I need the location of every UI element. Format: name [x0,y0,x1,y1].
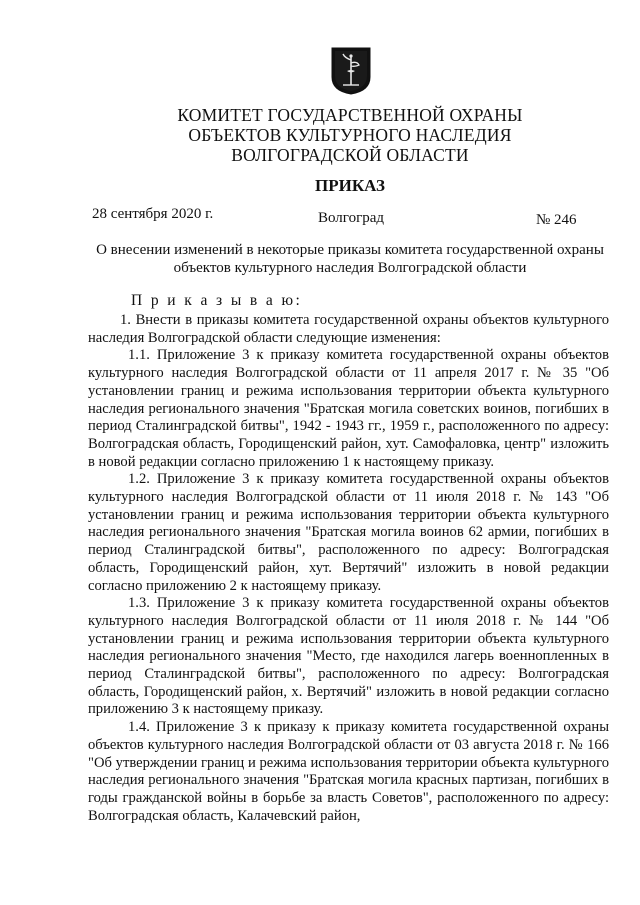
paragraph-1-4: 1.4. Приложение 3 к приказу к приказу комитета государственной охраны объектов культурного наследия Волгоградской области от 03 августа 2018 г. № 166 "Об утверждении границ и режима использования территории объекта культурного наследия регионального значения "Братская могила красных партизан, погибших в годы гражданской войны в борьбе за власть Советов", расположенного по адресу: Волгоградская область, Калачевский район, [88,719,609,824]
volgograd-coat-of-arms-icon [331,47,371,95]
paragraph-1-1: 1.1. Приложение 3 к приказу комитета государственной охраны объектов культурного наследия Волгоградской области от 11 апреля 2017 г. № 35 "Об установлении границ и режима использования территории объекта культурного наследия регионального значения "Братская могила советских воинов, погибших в период Сталинградской битвы", 1942 - 1943 гг., 1959 г., расположенного по адресу: Волгоградская область, Городищенский район, хут. Самофаловка, центр" изложить в новой редакции согласно приложению 1 к настоящему приказу. [88,347,609,470]
document-subject: О внесении изменений в некоторые приказы комитета государственной охраны объектов культурного наследия Волгоградской области [96,242,604,276]
paragraph-1-3: 1.3. Приложение 3 к приказу комитета государственной охраны объектов культурного наследия Волгоградской области от 11 июля 2018 г. № 144 "Об установлении границ и режима использования территории объекта культурного наследия регионального значения "Место, где находился лагерь военнопленных в период Сталинградской битвы", расположенного по адресу: Волгоградская область, Городищенский район, х. Вертячий" изложить в новой редакции согласно приложению 3 к настоящему приказу. [88,595,609,718]
document-city: Волгоград [318,210,385,226]
paragraph-1: 1. Внести в приказы комитета государственной охраны объектов культурного наследия Волгоградской области следующие изменения: [88,312,609,346]
org-name-line-2: ОБЪЕКТОВ КУЛЬТУРНОГО НАСЛЕДИЯ [188,125,512,145]
paragraph-1-2: 1.2. Приложение 3 к приказу комитета государственной охраны объектов культурного наследия Волгоградской области от 11 июля 2018 г. № 143 "Об установлении границ и режима использования территории объекта культурного наследия регионального значения "Братская могила воинов 62 армии, погибших в период Сталинградской битвы", расположенного по адресу: Волгоградская область, Городищенский район, хут. Вертячий" изложить в новой редакции согласно приложению 2 к настоящему приказу. [88,471,609,594]
org-name-line-3: ВОЛГОГРАДСКОЙ ОБЛАСТИ [231,145,469,165]
org-name-line-1: КОМИТЕТ ГОСУДАРСТВЕННОЙ ОХРАНЫ [177,105,523,125]
order-word: П р и к а з ы в а ю: [131,292,303,309]
document-title: ПРИКАЗ [315,176,385,195]
document-date: 28 сентября 2020 г. [92,206,214,222]
document-number: № 246 [536,212,577,228]
order-body [88,312,609,825]
